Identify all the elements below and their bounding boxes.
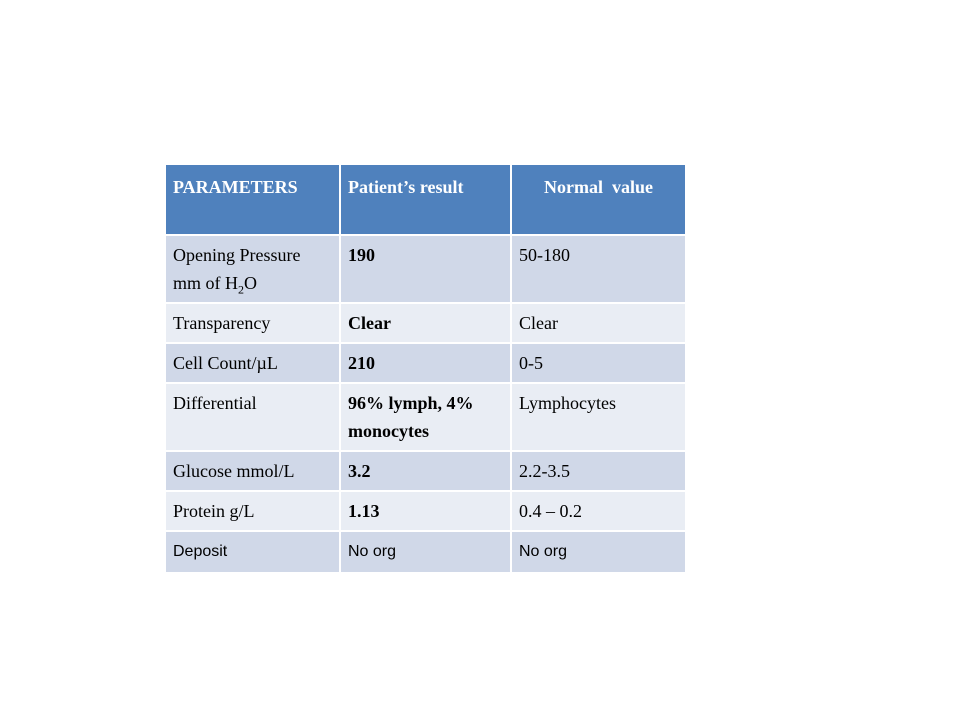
row-parameter: Transparency (166, 303, 340, 343)
row-parameter: Protein g/L (166, 491, 340, 531)
row-result: No org (340, 531, 511, 573)
parameter-h: H (225, 273, 238, 293)
row-normal: Lymphocytes (511, 383, 685, 451)
row-normal: No org (511, 531, 685, 573)
row-result: 210 (340, 343, 511, 383)
table-row (166, 451, 685, 491)
row-result: Clear (340, 303, 511, 343)
table-row (166, 303, 685, 343)
table-header-row (166, 165, 685, 235)
header-normal-value: Normal value (511, 165, 685, 235)
parameter-o: O (244, 273, 257, 293)
table-row (166, 343, 685, 383)
table-row (166, 531, 685, 573)
csf-results-table (166, 165, 685, 574)
row-parameter: Glucose mmol/L (166, 451, 340, 491)
row-normal: 0.4 – 0.2 (511, 491, 685, 531)
row-result: 190 (340, 235, 511, 303)
table-row (166, 491, 685, 531)
row-normal: 50-180 (511, 235, 685, 303)
parameter-subscript: 2 (238, 282, 244, 297)
row-parameter (166, 235, 340, 303)
row-result: 96% lymph, 4% monocytes (340, 383, 511, 451)
row-parameter: Cell Count/µL (166, 343, 340, 383)
row-parameter: Differential (166, 383, 340, 451)
row-normal: 2.2-3.5 (511, 451, 685, 491)
row-result: 1.13 (340, 491, 511, 531)
table-row (166, 235, 685, 303)
table-row (166, 383, 685, 451)
row-normal: 0-5 (511, 343, 685, 383)
header-patient-result: Patient’s result (340, 165, 511, 235)
parameter-text: Opening Pressure mm of (173, 245, 301, 293)
row-parameter: Deposit (166, 531, 340, 573)
row-normal: Clear (511, 303, 685, 343)
row-result: 3.2 (340, 451, 511, 491)
header-parameters: PARAMETERS (166, 165, 340, 235)
